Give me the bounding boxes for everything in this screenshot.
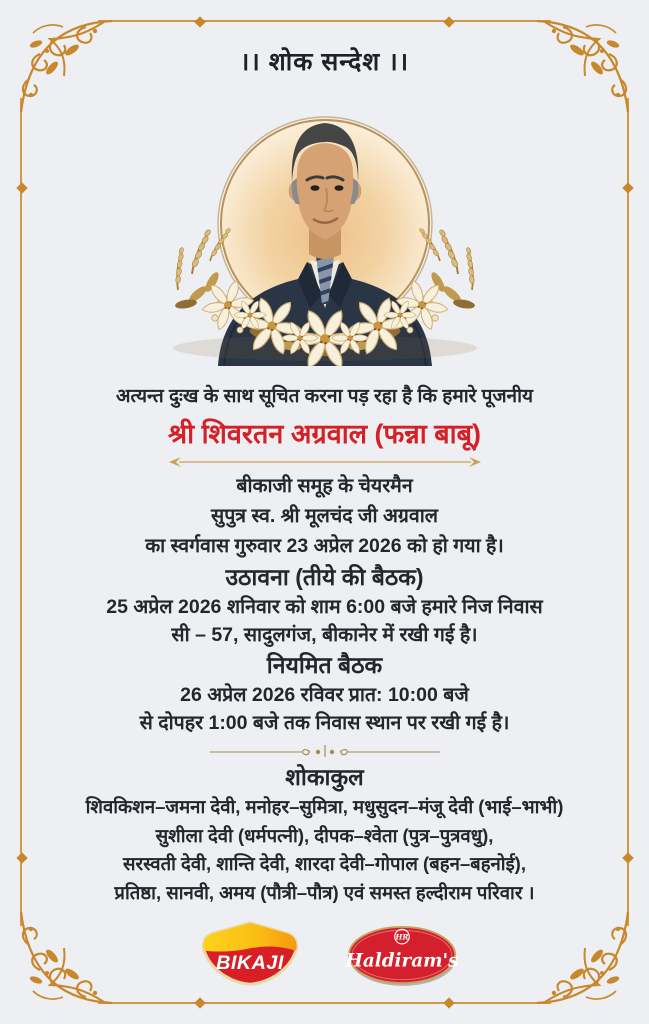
uthavna-line: सी – 57, सादुलगंज, बीकानेर में रखी गई है। <box>171 624 478 646</box>
border-line-top <box>98 20 551 22</box>
shokakul-line: शिवकिशन–जमना देवी, मनोहर–सुमित्रा, मधुसुदन–मंजू देवी (भाई–भाभी) <box>85 796 564 817</box>
intro-text: अत्यन्त दुःख के साथ सूचित करना पड़ रहा है कि हमारे पूजनीय <box>115 386 534 407</box>
shokakul-heading: शोकाकुल <box>285 764 364 790</box>
haldirams-logo <box>344 923 460 987</box>
announcement-line: बीकाजी समूह के चेयरमैन <box>236 475 413 497</box>
svg-text:HR: HR <box>395 932 408 942</box>
deceased-name: श्री शिवरतन अग्रवाल (फन्ना बाबू) <box>167 419 482 449</box>
niyamit-heading: नियमित बैठक <box>266 652 383 678</box>
border-diamond <box>443 16 454 27</box>
uthavna-heading: उठावना (तीये की बैठक) <box>225 564 424 590</box>
border-line-bottom <box>98 1002 551 1004</box>
svg-text:BIKAJI: BIKAJI <box>215 952 284 975</box>
border-diamond <box>194 16 205 27</box>
shokakul-line: प्रतिष्ठा, सानवी, अमय (पौत्री–पौत्र) एवं समस्त हल्दीराम परिवार । <box>114 881 535 903</box>
uthavna-line: 25 अप्रेल 2026 शनिवार को शाम 6:00 बजे हमारे निज निवास <box>106 596 543 618</box>
niyamit-line: से दोपहर 1:00 बजे तक निवास स्थान पर रखी गई है। <box>139 712 510 734</box>
announcement-line: का स्वर्गवास गुरुवार 23 अप्रेल 2026 को हो गया है। <box>145 535 504 557</box>
border-diamond <box>194 997 205 1008</box>
brand-logos-row <box>0 921 649 989</box>
niyamit-line: 26 अप्रेल 2026 रविवर प्रात: 10:00 बजे <box>180 684 469 706</box>
svg-text:Haldiram's: Haldiram's <box>345 950 458 972</box>
shokakul-line: सुशीला देवी (धर्मपत्नी), दीपक–श्वेता (पुत्र–पुत्रवधु), <box>155 824 494 846</box>
deceased-portrait <box>140 98 510 366</box>
shokakul-line: सरस्वती देवी, शान्ति देवी, शारदा देवी–गोपाल (बहन–बहनोई), <box>123 853 526 874</box>
bikaji-logo <box>190 921 310 989</box>
arrow-divider <box>165 455 485 469</box>
border-diamond <box>443 997 454 1008</box>
announcement-line: सुपुत्र स्व. श्री मूलचंद जी अग्रवाल <box>211 505 438 527</box>
portrait-group <box>140 98 510 366</box>
page-title: ।। शोक सन्देश ।। <box>239 48 410 76</box>
ornament-divider <box>210 743 440 759</box>
